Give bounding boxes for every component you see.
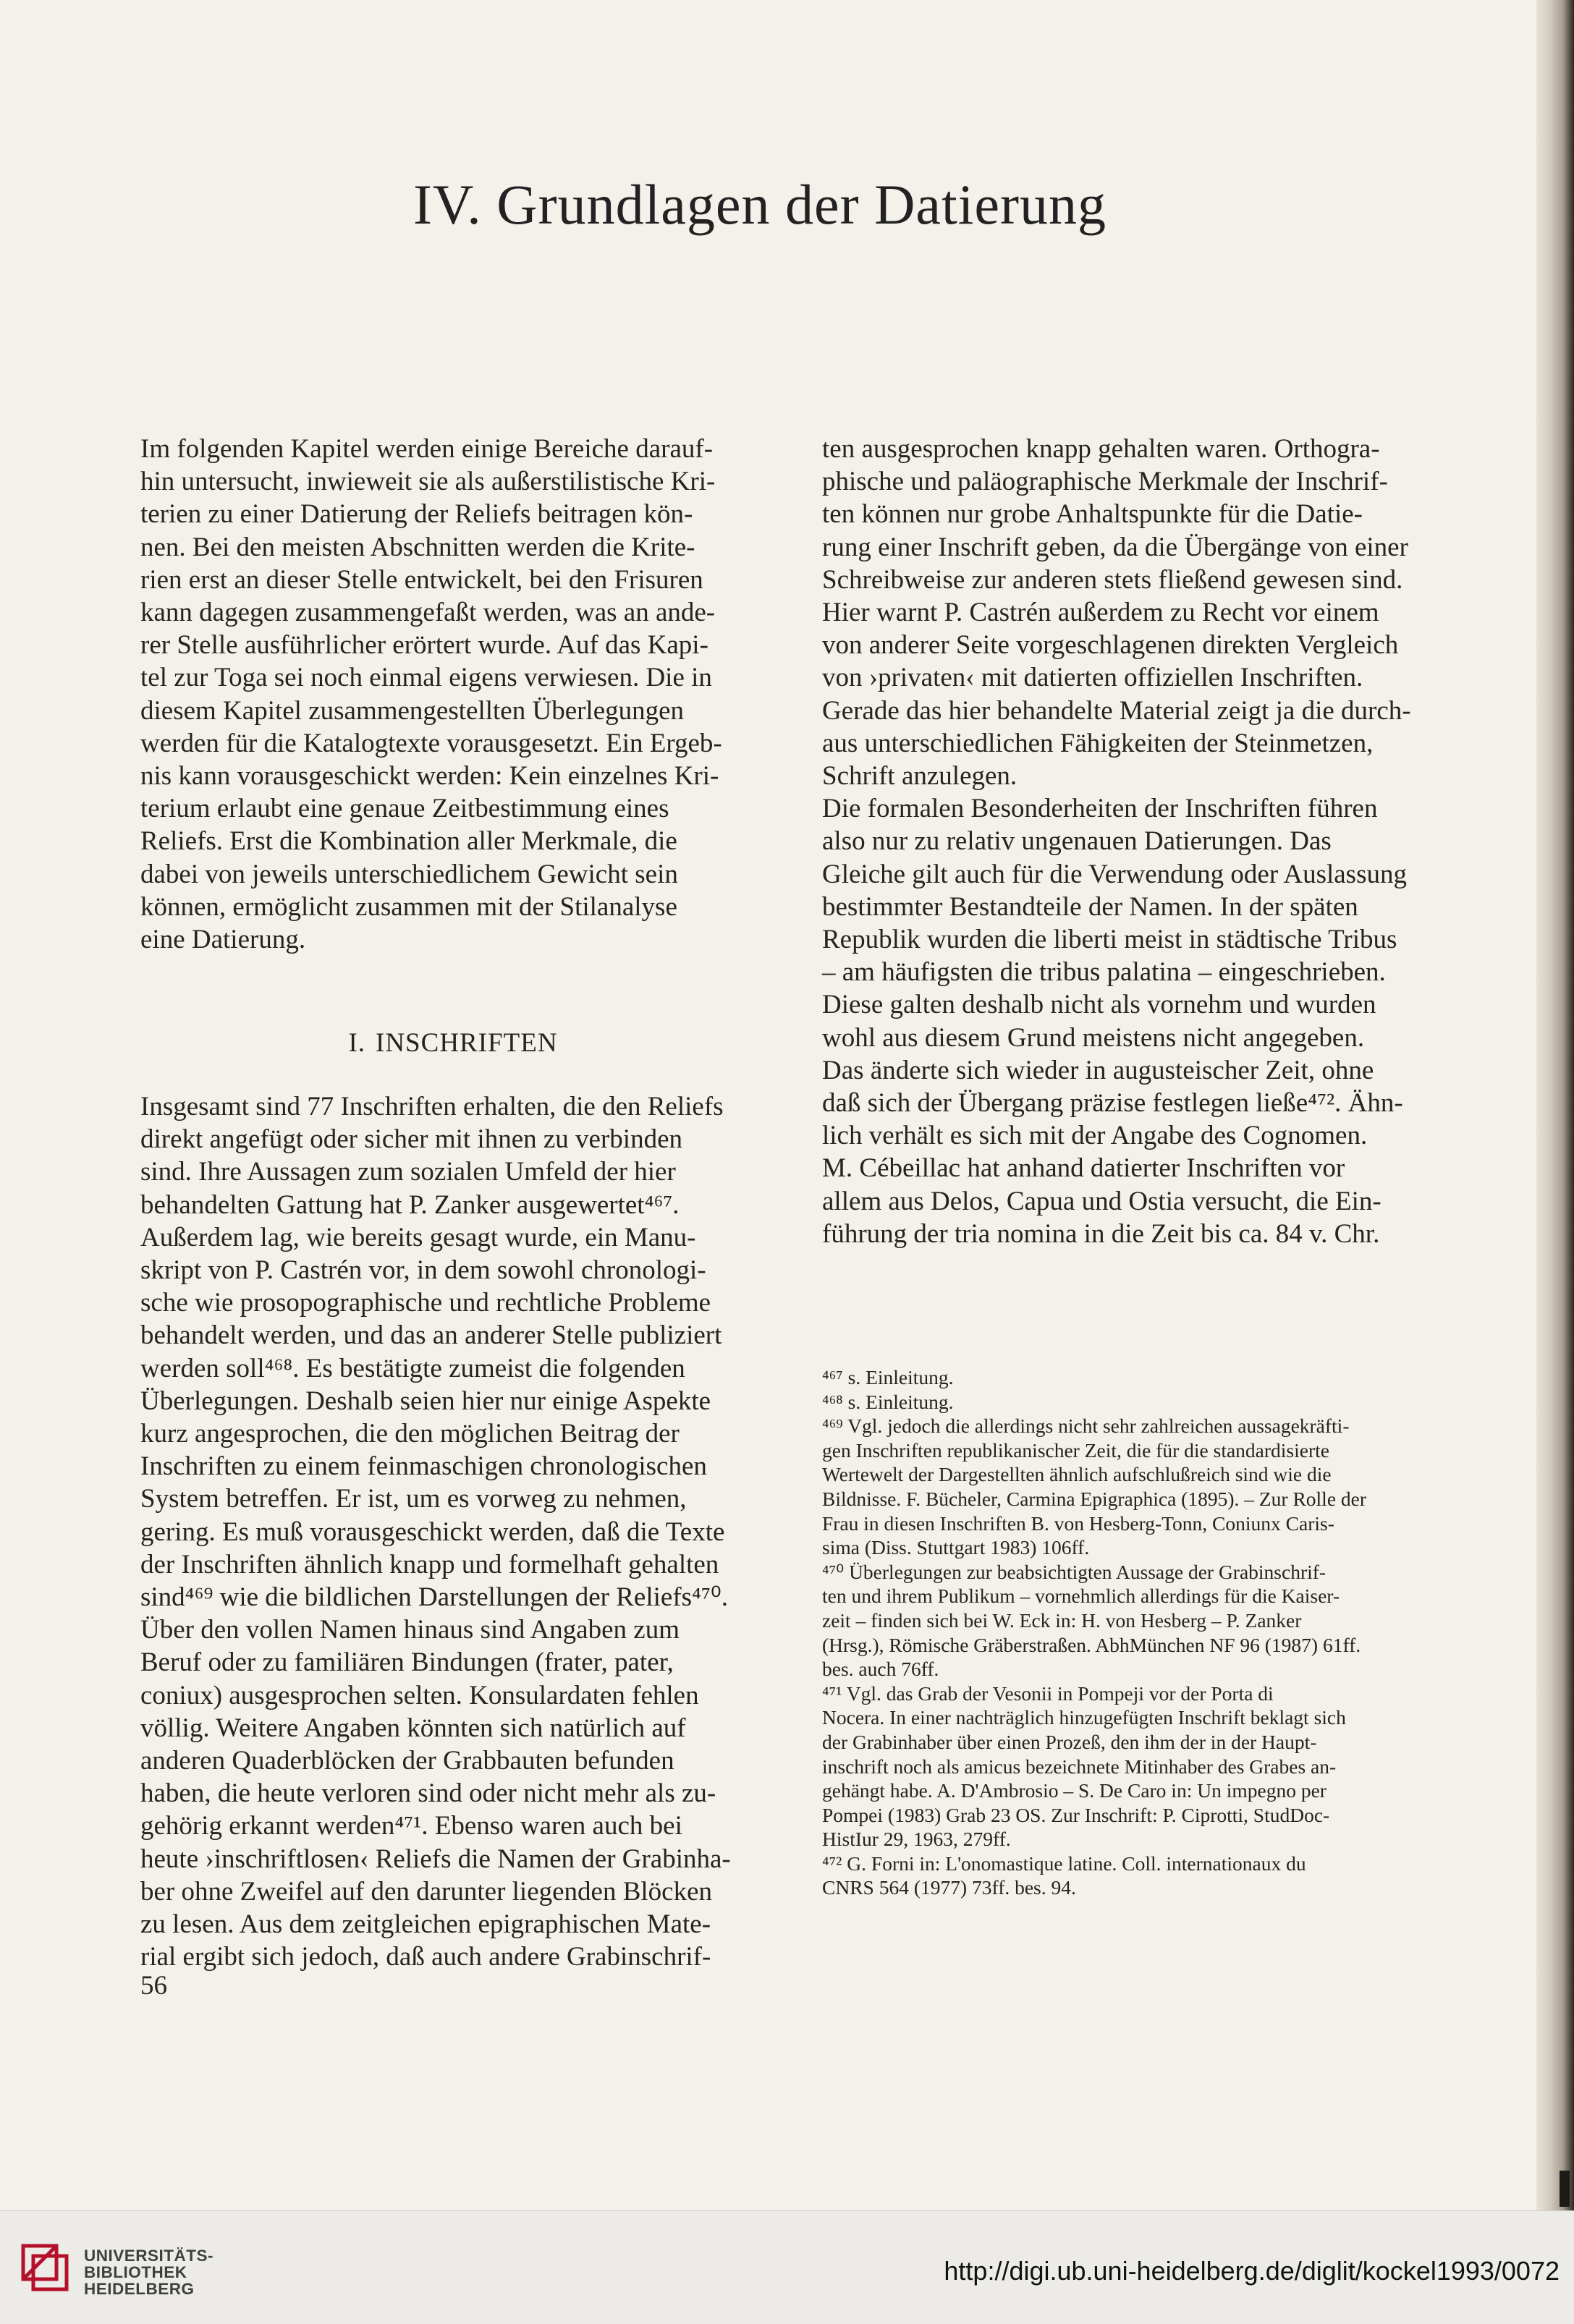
text-line: rien erst an dieser Stelle entwickelt, bei den Frisuren <box>140 564 703 595</box>
text-line: aus unterschiedlichen Fähigkeiten der Steinmetzen, <box>822 728 1374 758</box>
footnote-line: sima (Diss. Stuttgart 1983) 106ff. <box>822 1536 1090 1559</box>
footnotes <box>822 1365 1448 1900</box>
edge-mark <box>1560 2171 1570 2207</box>
text-line: Republik wurden die liberti meist in städtische Tribus <box>822 925 1397 955</box>
text-line: Die formalen Besonderheiten der Inschriften führen <box>822 794 1378 824</box>
footnote-line: ⁴⁶⁸ s. Einleitung. <box>822 1390 954 1413</box>
text-line: wohl aus diesem Grund meistens nicht angegeben. <box>822 1022 1365 1053</box>
text-line: werden soll⁴⁶⁸. Es bestätigte zumeist die folgenden <box>140 1353 685 1383</box>
permalink-url[interactable]: http://digi.ub.uni-heidelberg.de/diglit/kockel1993/0072 <box>944 2256 1560 2286</box>
text-line: ber ohne Zweifel auf den darunter liegenden Blöcken <box>140 1876 713 1907</box>
page-number: 56 <box>140 1971 167 2001</box>
text-line: nen. Bei den meisten Abschnitten werden die Krite- <box>140 532 695 562</box>
text-line: kann dagegen zusammengefaßt werden, was an ande- <box>140 598 716 628</box>
right-column-text <box>822 433 1448 1250</box>
footnote-line: gehängt habe. A. D'Ambrosio – S. De Caro in: Un impegno per <box>822 1779 1327 1802</box>
text-line: terium erlaubt eine genaue Zeitbestimmung eines <box>140 794 669 824</box>
text-line: sche wie prosopographische und rechtliche Probleme <box>140 1288 711 1318</box>
text-line: skript von P. Castrén vor, in dem sowohl chronologi- <box>140 1255 706 1286</box>
text-line: behandelt werden, und das an anderer Stelle publiziert <box>140 1320 722 1351</box>
text-line: Das änderte sich wieder in augusteischer Zeit, ohne <box>822 1055 1374 1085</box>
text-line: zu lesen. Aus dem zeitgleichen epigraphischen Mate- <box>140 1909 711 1940</box>
footnote-line: zeit – finden sich bei W. Eck in: H. von Hesberg – P. Zanker <box>822 1608 1302 1632</box>
digital-library-footer <box>0 2210 1574 2324</box>
footnote-line: inschrift noch als amicus bezeichnete Mitinhaber des Grabes an- <box>822 1755 1337 1778</box>
library-name[interactable] <box>84 2247 213 2297</box>
text-line: sind. Ihre Aussagen zum sozialen Umfeld der hier <box>140 1157 676 1187</box>
footnote-line: ten und ihrem Publikum – vornehmlich allerdings für die Kaiser- <box>822 1585 1340 1608</box>
text-line: dabei von jeweils unterschiedlichem Gewicht sein <box>140 859 678 889</box>
text-line: nis kann vorausgeschickt werden: Kein einzelnes Kri- <box>140 761 719 792</box>
text-line: anderen Quaderblöcken der Grabbauten befunden <box>140 1746 674 1776</box>
text-line: Außerdem lag, wie bereits gesagt wurde, ein Manu- <box>140 1222 696 1252</box>
text-line: haben, die heute verloren sind oder nicht mehr als zu- <box>140 1778 716 1809</box>
text-line: Im folgenden Kapitel werden einige Bereiche darauf- <box>140 434 714 464</box>
text-line: tel zur Toga sei noch einmal eigens verwiesen. Die in <box>140 663 712 693</box>
text-line: allem aus Delos, Capua und Ostia versucht, die Ein- <box>822 1186 1382 1216</box>
text-line: rer Stelle ausführlicher erörtert wurde. Auf das Kapi- <box>140 630 708 661</box>
text-line: rial ergibt sich jedoch, daß auch andere Grabinschrif- <box>140 1942 711 1972</box>
text-line: Über den vollen Namen hinaus sind Angaben zum <box>140 1615 680 1645</box>
text-line: behandelten Gattung hat P. Zanker ausgewertet⁴⁶⁷. <box>140 1189 680 1220</box>
text-line: Insgesamt sind 77 Inschriften erhalten, die den Reliefs <box>140 1092 724 1121</box>
text-line: Beruf oder zu familiären Bindungen (frater, pater, <box>140 1647 674 1678</box>
library-name-line: HEIDELBERG <box>84 2280 195 2298</box>
footnote-line: ⁴⁷¹ Vgl. das Grab der Vesonii in Pompeji vor der Porta di <box>822 1681 1274 1705</box>
section-title: INSCHRIFTEN <box>376 1028 558 1058</box>
footnote-line: Pompei (1983) Grab 23 OS. Zur Inschrift: P. Ciprotti, StudDoc- <box>822 1803 1330 1826</box>
text-line: also nur zu relativ ungenauen Datierungen. Das <box>822 826 1332 857</box>
inscriptions-paragraph <box>140 1090 766 1973</box>
text-line: kurz angesprochen, die den möglichen Beitrag der <box>140 1419 680 1449</box>
library-logo-icon[interactable] <box>20 2243 71 2294</box>
text-line: werden für die Katalogtexte vorausgesetzt. Ein Ergeb- <box>140 728 722 758</box>
text-line: Überlegungen. Deshalb seien hier nur einige Aspekte <box>140 1386 711 1416</box>
text-line: heute ›inschriftlosen‹ Reliefs die Namen der Grabinha- <box>140 1844 731 1874</box>
text-line: – am häufigsten die tribus palatina – eingeschrieben. <box>822 957 1386 988</box>
library-name-line: BIBLIOTHEK <box>84 2263 187 2281</box>
footnote-line: Bildnisse. F. Bücheler, Carmina Epigraphica (1895). – Zur Rolle der <box>822 1487 1367 1510</box>
text-line: führung der tria nomina in die Zeit bis ca. 84 v. Chr. <box>822 1218 1380 1249</box>
text-line: rung einer Inschrift geben, da die Übergänge von einer <box>822 532 1408 562</box>
footnote-line: der Grabinhaber über einen Prozeß, den ihm der in der Haupt- <box>822 1730 1317 1753</box>
text-line: Schreibweise zur anderen stets fließend gewesen sind. <box>822 564 1403 595</box>
text-line: von ›privaten‹ mit datierten offiziellen Inschriften. <box>822 663 1363 693</box>
footnote-line: ⁴⁶⁷ s. Einleitung. <box>822 1366 954 1388</box>
text-line: Schrift anzulegen. <box>822 761 1017 792</box>
library-name-line: UNIVERSITÄTS- <box>84 2247 214 2265</box>
footnote-line: (Hrsg.), Römische Gräberstraßen. AbhMünchen NF 96 (1987) 61ff. <box>822 1633 1361 1656</box>
text-line: gehörig erkannt werden⁴⁷¹. Ebenso waren auch bei <box>140 1811 682 1841</box>
text-line: völlig. Weitere Angaben könnten sich natürlich auf <box>140 1713 686 1743</box>
text-line: bestimmter Bestandteile der Namen. In der späten <box>822 891 1358 922</box>
text-line: daß sich der Übergang präzise festlegen ließe⁴⁷². Ähn- <box>822 1088 1403 1119</box>
text-line: Gerade das hier behandelte Material zeigt ja die durch- <box>822 695 1411 726</box>
text-line: von anderer Seite vorgeschlagenen direkten Vergleich <box>822 630 1399 661</box>
footnote-line: bes. auch 76ff. <box>822 1658 939 1681</box>
text-line: sind⁴⁶⁹ wie die bildlichen Darstellungen der Reliefs⁴⁷⁰. <box>140 1582 728 1613</box>
text-line: können, ermöglicht zusammen mit der Stilanalyse <box>140 891 677 922</box>
footnote-line: Nocera. In einer nachträglich hinzugefügten Inschrift beklagt sich <box>822 1706 1346 1729</box>
section-number: I. <box>348 1028 366 1058</box>
text-line: Gleiche gilt auch für die Verwendung oder Auslassung <box>822 859 1407 889</box>
text-line: lich verhält es sich mit der Angabe des Cognomen. <box>822 1121 1368 1151</box>
text-line: System betreffen. Er ist, um es vorweg zu nehmen, <box>140 1484 687 1514</box>
footnote-line: ⁴⁷⁰ Überlegungen zur beabsichtigten Aussage der Grabinschrif- <box>822 1560 1327 1583</box>
text-line: terien zu einer Datierung der Reliefs beitragen kön- <box>140 499 693 530</box>
chapter-title: IV. Grundlagen der Datierung <box>413 173 1107 236</box>
text-line: direkt angefügt oder sicher mit ihnen zu verbinden <box>140 1124 682 1155</box>
section-heading <box>140 1027 766 1059</box>
text-line: der Inschriften ähnlich knapp und formelhaft gehalten <box>140 1549 719 1579</box>
text-line: Reliefs. Erst die Kombination aller Merkmale, die <box>140 826 677 857</box>
footnote-line: ⁴⁷² G. Forni in: L'onomastique latine. Coll. internationaux du <box>822 1852 1306 1875</box>
text-line: phische und paläographische Merkmale der Inschrif- <box>822 467 1388 497</box>
footnote-line: Wertewelt der Dargestellten ähnlich aufschlußreich sind wie die <box>822 1463 1332 1486</box>
text-line: gering. Es muß vorausgeschickt werden, daß die Texte <box>140 1517 725 1547</box>
text-line: hin untersucht, inwieweit sie als außerstilistische Kri- <box>140 467 716 497</box>
footnote-line: gen Inschriften republikanischer Zeit, die für die standardisierte <box>822 1438 1329 1462</box>
text-line: M. Cébeillac hat anhand datierter Inschriften vor <box>822 1153 1345 1184</box>
text-line: Hier warnt P. Castrén außerdem zu Recht vor einem <box>822 598 1379 628</box>
footnote-line: HistIur 29, 1963, 279ff. <box>822 1828 1011 1851</box>
text-line: diesem Kapitel zusammengestellten Überlegungen <box>140 695 685 726</box>
footnote-line: Frau in diesen Inschriften B. von Hesberg-Tonn, Coniunx Caris- <box>822 1511 1334 1535</box>
text-line: eine Datierung. <box>140 925 306 955</box>
text-line: coniux) ausgesprochen selten. Konsulardaten fehlen <box>140 1680 699 1710</box>
footnote-line: ⁴⁶⁹ Vgl. jedoch die allerdings nicht sehr zahlreichen aussagekräfti- <box>822 1415 1350 1438</box>
text-line: ten ausgesprochen knapp gehalten waren. Orthogra- <box>822 434 1380 464</box>
text-line: ten können nur grobe Anhaltspunkte für die Datie- <box>822 499 1363 530</box>
footnote-line: CNRS 564 (1977) 73ff. bes. 94. <box>822 1876 1076 1899</box>
text-line: Diese galten deshalb nicht als vornehm und wurden <box>822 990 1376 1020</box>
book-edge-shadow <box>1536 0 1574 2210</box>
intro-paragraph <box>140 433 766 956</box>
text-line: Inschriften zu einem feinmaschigen chronologischen <box>140 1451 707 1482</box>
